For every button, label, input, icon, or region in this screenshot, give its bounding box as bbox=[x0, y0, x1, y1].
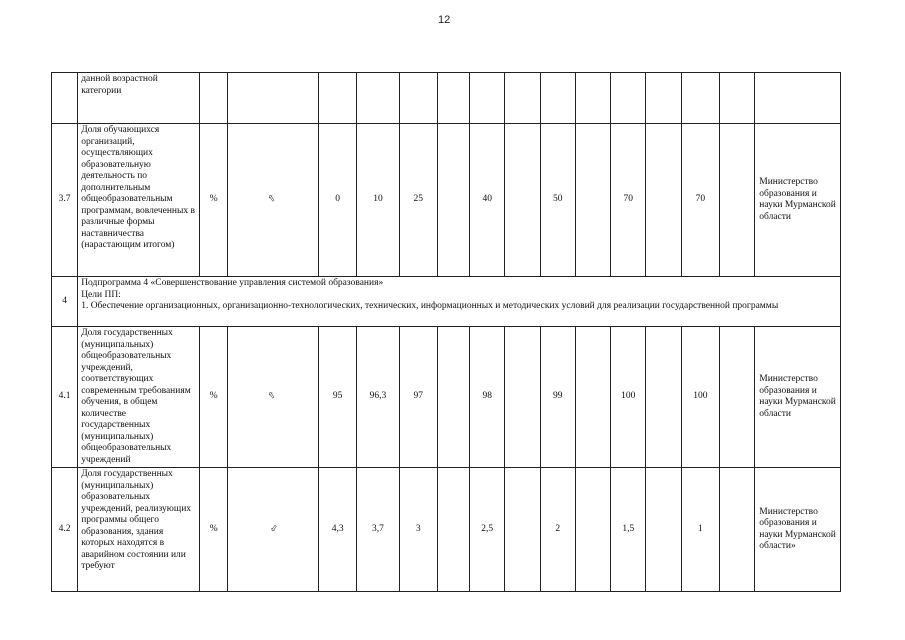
goals-label: Цели ПП: bbox=[81, 289, 121, 300]
row-number: 3.7 bbox=[52, 124, 78, 277]
table-row bbox=[52, 327, 841, 468]
goal-text: 1. Обеспечение организационных, организационно-технологических, технических, информационных и методических условий для реализации государственной программы bbox=[81, 301, 779, 311]
table-row bbox=[52, 468, 841, 592]
down-arrow-icon: ⇩ bbox=[267, 522, 280, 536]
value-cell: 95 bbox=[319, 327, 357, 468]
value-cell: 99 bbox=[540, 327, 575, 468]
responsible-body: Министерство образования и науки Мурманской области» bbox=[755, 468, 841, 592]
value-cell: 70 bbox=[611, 124, 646, 277]
up-arrow-icon: ⇧ bbox=[266, 390, 279, 403]
value-cell: 50 bbox=[540, 124, 575, 277]
value-cell: 100 bbox=[681, 327, 719, 468]
indicator-name: Доля обучающихся организаций, осуществляющих образовательную деятельность по дополнительным общеобразовательным программам, вовлеченных в различные формы наставничества (нарастающим итогом) bbox=[78, 124, 200, 277]
value-cell: 97 bbox=[399, 327, 437, 468]
value-cell: 2,5 bbox=[470, 468, 505, 592]
unit: % bbox=[200, 124, 228, 277]
subprogram-cell bbox=[78, 277, 841, 327]
up-arrow-icon: ⇧ bbox=[266, 193, 279, 206]
indicator-name: данной возрастной категории bbox=[78, 73, 200, 124]
value-cell: 1 bbox=[681, 468, 719, 592]
row-number bbox=[52, 73, 78, 124]
table-row bbox=[52, 124, 841, 277]
responsible-body: Министерство образования и науки Мурманской области bbox=[755, 327, 841, 468]
value-cell: 10 bbox=[357, 124, 399, 277]
responsible-body: Министерство образования и науки Мурманской области bbox=[755, 124, 841, 277]
value-cell: 70 bbox=[681, 124, 719, 277]
table-row bbox=[52, 73, 841, 124]
value-cell: 0 bbox=[319, 124, 357, 277]
unit: % bbox=[200, 327, 228, 468]
page-number: 12 bbox=[438, 14, 451, 26]
unit: % bbox=[200, 468, 228, 592]
trend-cell bbox=[228, 468, 319, 592]
row-number: 4 bbox=[52, 277, 78, 327]
value-cell: 98 bbox=[470, 327, 505, 468]
value-cell: 3,7 bbox=[357, 468, 399, 592]
value-cell: 40 bbox=[470, 124, 505, 277]
value-cell: 1,5 bbox=[611, 468, 646, 592]
trend-cell bbox=[228, 327, 319, 468]
subprogram-row bbox=[52, 277, 841, 327]
indicators-table bbox=[51, 72, 841, 592]
indicator-name: Доля государственных (муниципальных) образовательных учреждений, реализующих программы общего образования, здания которых находятся в аварийном состоянии или требуют bbox=[78, 468, 200, 592]
value-cell: 96,3 bbox=[357, 327, 399, 468]
value-cell: 3 bbox=[399, 468, 437, 592]
value-cell: 25 bbox=[399, 124, 437, 277]
row-number: 4.1 bbox=[52, 327, 78, 468]
value-cell: 2 bbox=[540, 468, 575, 592]
row-number: 4.2 bbox=[52, 468, 78, 592]
subprogram-title: Подпрограмма 4 «Совершенствование управления системой образования» bbox=[81, 278, 384, 288]
value-cell: 4,3 bbox=[319, 468, 357, 592]
value-cell: 100 bbox=[611, 327, 646, 468]
indicator-name: Доля государственных (муниципальных) общеобразовательных учреждений, соответствующих современным требованиям обучения, в общем количестве государственных (муниципальных) общеобразовательных учреждений bbox=[78, 327, 200, 468]
trend-cell bbox=[228, 124, 319, 277]
